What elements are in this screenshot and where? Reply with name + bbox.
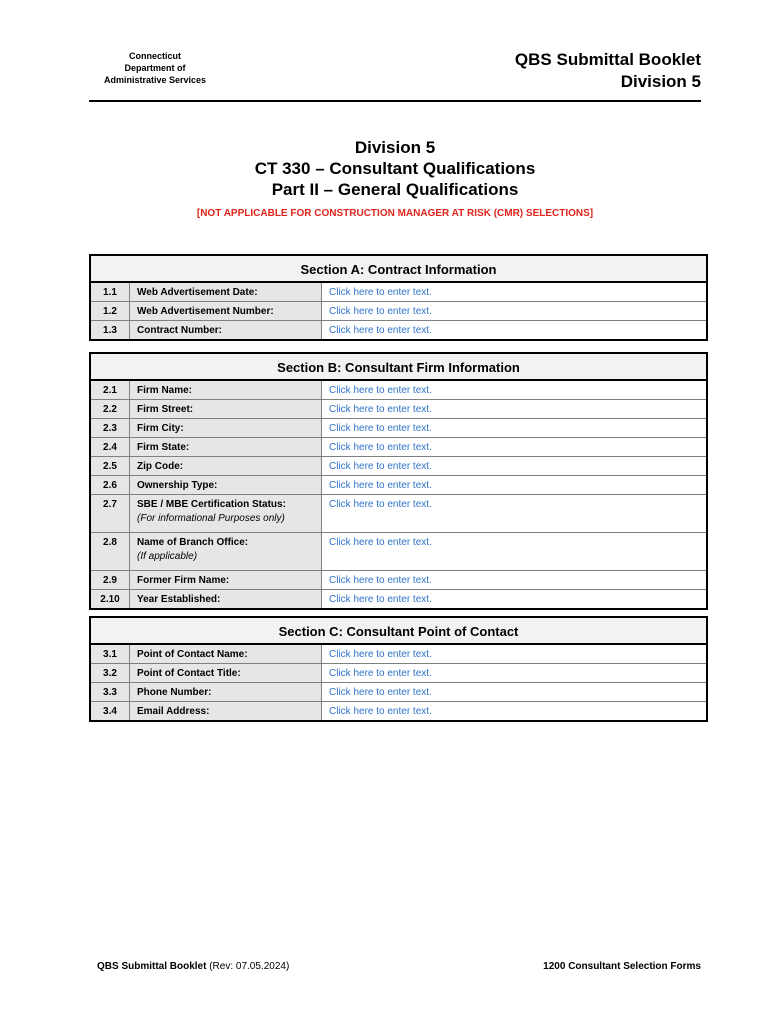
branch-office-field[interactable]: Click here to enter text. bbox=[322, 533, 708, 571]
agency-line-3: Administrative Services bbox=[103, 75, 207, 85]
table-row bbox=[90, 683, 707, 702]
title-division: Division 5 bbox=[354, 138, 436, 157]
field-label: Firm Name: bbox=[130, 380, 322, 400]
section-b-table bbox=[89, 352, 708, 610]
field-label: Contract Number: bbox=[130, 321, 322, 341]
ownership-type-field[interactable]: Click here to enter text. bbox=[322, 476, 708, 495]
field-label: Ownership Type: bbox=[130, 476, 322, 495]
row-number: 1.3 bbox=[90, 321, 130, 341]
field-label-group bbox=[130, 533, 322, 571]
year-established-field[interactable]: Click here to enter text. bbox=[322, 590, 708, 610]
firm-state-field[interactable]: Click here to enter text. bbox=[322, 438, 708, 457]
field-label: Year Established: bbox=[130, 590, 322, 610]
field-sublabel: (If applicable) bbox=[137, 551, 198, 562]
table-row bbox=[90, 495, 707, 533]
field-label: Name of Branch Office: bbox=[137, 537, 249, 548]
web-ad-number-field[interactable]: Click here to enter text. bbox=[322, 302, 708, 321]
row-number: 1.2 bbox=[90, 302, 130, 321]
field-label: Web Advertisement Number: bbox=[130, 302, 322, 321]
table-row bbox=[90, 533, 707, 571]
firm-name-field[interactable]: Click here to enter text. bbox=[322, 380, 708, 400]
field-label: Firm Street: bbox=[130, 400, 322, 419]
zip-code-field[interactable]: Click here to enter text. bbox=[322, 457, 708, 476]
table-row bbox=[90, 419, 707, 438]
row-number: 3.1 bbox=[90, 644, 130, 664]
contact-title-field[interactable]: Click here to enter text. bbox=[322, 664, 708, 683]
row-number: 3.2 bbox=[90, 664, 130, 683]
agency-line-1: Connecticut bbox=[128, 51, 181, 61]
field-label: SBE / MBE Certification Status: bbox=[137, 499, 286, 510]
field-label: Phone Number: bbox=[130, 683, 322, 702]
row-number: 2.6 bbox=[90, 476, 130, 495]
field-label: Point of Contact Name: bbox=[130, 644, 322, 664]
row-number: 3.3 bbox=[90, 683, 130, 702]
section-a-table bbox=[89, 254, 708, 341]
row-number: 2.3 bbox=[90, 419, 130, 438]
table-row bbox=[90, 644, 707, 664]
field-label: Former Firm Name: bbox=[130, 571, 322, 590]
field-label: Web Advertisement Date: bbox=[130, 282, 322, 302]
row-number: 1.1 bbox=[90, 282, 130, 302]
table-row bbox=[90, 664, 707, 683]
booklet-title: QBS Submittal Booklet bbox=[514, 50, 701, 69]
row-number: 3.4 bbox=[90, 702, 130, 722]
footer-booklet-name: QBS Submittal Booklet bbox=[97, 961, 207, 972]
row-number: 2.2 bbox=[90, 400, 130, 419]
table-row bbox=[90, 457, 707, 476]
row-number: 2.10 bbox=[90, 590, 130, 610]
field-sublabel: (For informational Purposes only) bbox=[137, 513, 285, 524]
field-label: Firm State: bbox=[130, 438, 322, 457]
table-row bbox=[90, 590, 707, 610]
table-row bbox=[90, 302, 707, 321]
email-address-field[interactable]: Click here to enter text. bbox=[322, 702, 708, 722]
table-row bbox=[90, 476, 707, 495]
field-label-group bbox=[130, 495, 322, 533]
certification-status-field[interactable]: Click here to enter text. bbox=[322, 495, 708, 533]
cmr-notice: [NOT APPLICABLE FOR CONSTRUCTION MANAGER AT RISK (CMR) SELECTIONS] bbox=[196, 208, 594, 219]
agency-line-2: Department of bbox=[124, 63, 186, 73]
contract-number-field[interactable]: Click here to enter text. bbox=[322, 321, 708, 341]
row-number: 2.9 bbox=[90, 571, 130, 590]
contact-name-field[interactable]: Click here to enter text. bbox=[322, 644, 708, 664]
footer-right: 1200 Consultant Selection Forms bbox=[543, 961, 701, 972]
title-form: CT 330 – Consultant Qualifications bbox=[254, 159, 536, 178]
table-row bbox=[90, 321, 707, 341]
header-divider bbox=[89, 100, 701, 102]
document-title-block bbox=[89, 137, 701, 219]
footer-left bbox=[97, 961, 289, 972]
footer-revision: (Rev: 07.05.2024) bbox=[206, 961, 290, 972]
row-number: 2.5 bbox=[90, 457, 130, 476]
firm-street-field[interactable]: Click here to enter text. bbox=[322, 400, 708, 419]
firm-city-field[interactable]: Click here to enter text. bbox=[322, 419, 708, 438]
table-row bbox=[90, 400, 707, 419]
booklet-division: Division 5 bbox=[620, 72, 701, 91]
table-row bbox=[90, 438, 707, 457]
row-number: 2.4 bbox=[90, 438, 130, 457]
field-label: Zip Code: bbox=[130, 457, 322, 476]
field-label: Point of Contact Title: bbox=[130, 664, 322, 683]
section-b-title: Section B: Consultant Firm Information bbox=[90, 353, 707, 380]
table-row bbox=[90, 282, 707, 302]
section-a-title: Section A: Contract Information bbox=[90, 255, 707, 282]
field-label: Firm City: bbox=[130, 419, 322, 438]
section-c-title: Section C: Consultant Point of Contact bbox=[90, 617, 707, 644]
row-number: 2.8 bbox=[90, 533, 130, 571]
section-c-table bbox=[89, 616, 708, 722]
field-label: Email Address: bbox=[130, 702, 322, 722]
row-number: 2.7 bbox=[90, 495, 130, 533]
table-row bbox=[90, 380, 707, 400]
phone-number-field[interactable]: Click here to enter text. bbox=[322, 683, 708, 702]
table-row bbox=[90, 702, 707, 722]
booklet-header bbox=[515, 49, 701, 93]
web-ad-date-field[interactable]: Click here to enter text. bbox=[322, 282, 708, 302]
row-number: 2.1 bbox=[90, 380, 130, 400]
title-part: Part II – General Qualifications bbox=[271, 180, 519, 199]
agency-name bbox=[90, 50, 220, 86]
table-row bbox=[90, 571, 707, 590]
former-firm-name-field[interactable]: Click here to enter text. bbox=[322, 571, 708, 590]
